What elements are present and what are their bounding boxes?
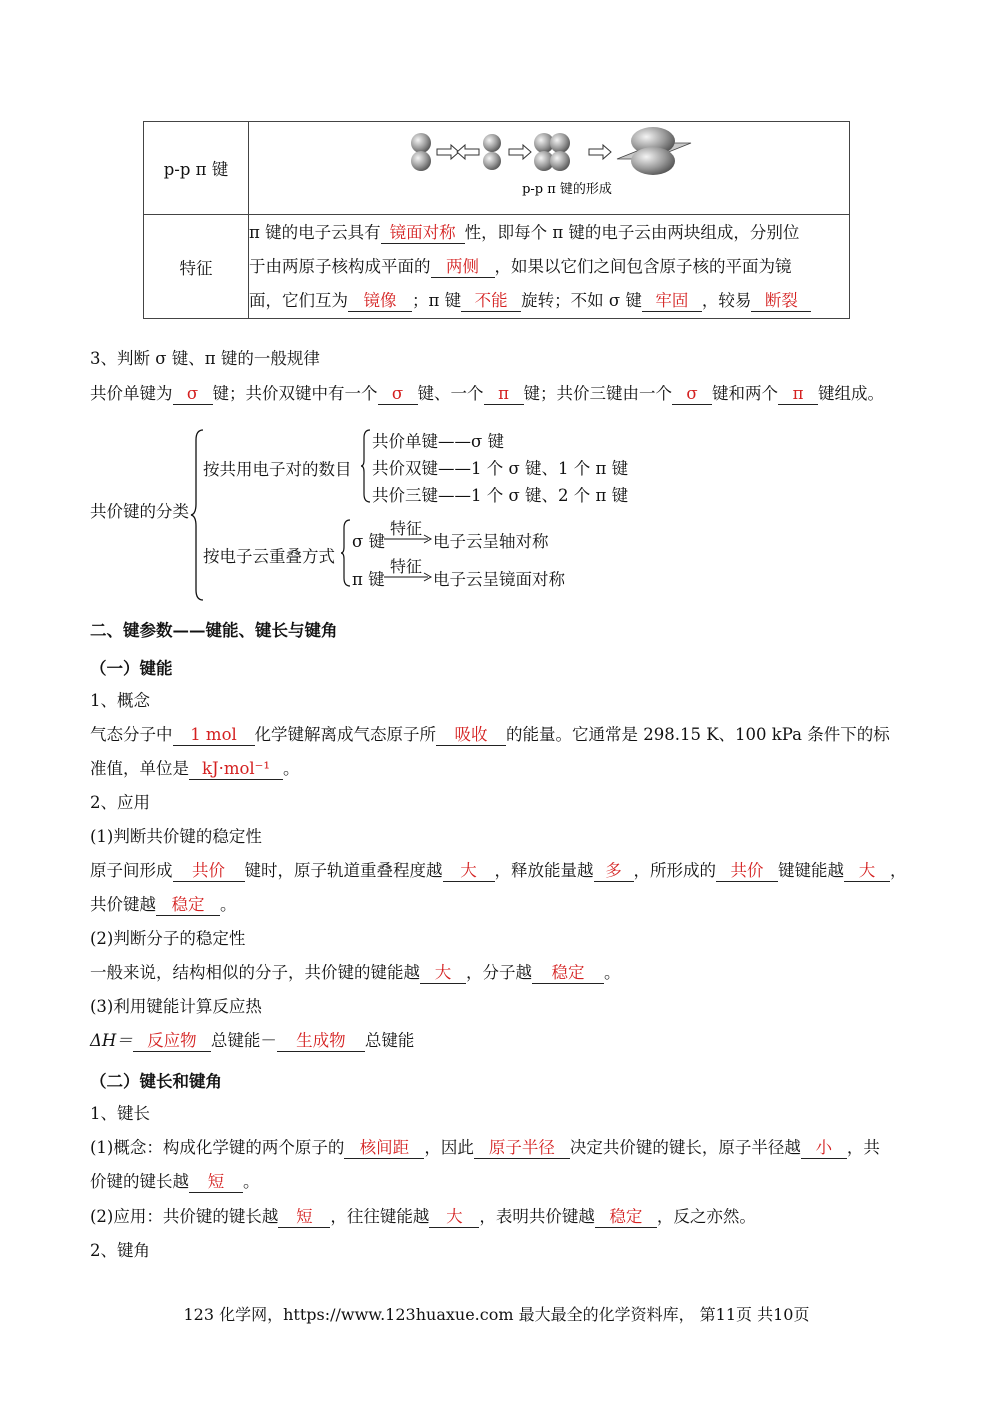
tree-root: 共价键的分类: [90, 502, 189, 521]
application-heading: 2、应用: [90, 793, 150, 812]
app2-title: (2)判断分子的稳定性: [90, 929, 246, 948]
overlap-brace: [340, 518, 352, 588]
pp-pi-label: p-p π 键: [163, 160, 229, 179]
concept-line2: 准值，单位是 kJ·mol⁻¹ 。: [90, 759, 300, 778]
feature-content: π 键的电子云具有 镜面对称 性，即每个 π 键的电子云由两块组成，分别位 于由两原子核构成平面的 两侧 ，如果以它们之间包含原子核的平面为镜 面，它们互为 镜像 ；π 键 不能 旋转；不如 σ 键 牢固 ，较易 断裂: [249, 215, 850, 319]
pi-bond-table: [143, 121, 850, 319]
app1-line1: 原子间形成 共价 键时，原子轨道重叠程度越 大 ，释放能量越 多 ，所形成的 共价 键键能越 大 ，: [90, 861, 907, 880]
tree-pi: π 键: [352, 570, 385, 589]
tree-by-overlap: 按电子云重叠方式: [203, 547, 335, 566]
s3-title: 3、判断 σ 键、π 键的一般规律: [90, 349, 320, 368]
app1-line2: 共价键越 稳定 。: [90, 895, 237, 914]
fill-mirror-image: 镜像: [348, 291, 412, 312]
tree-single: 共价单键——σ 键: [372, 432, 505, 451]
s3-rule: 共价单键为 σ 键；共价双键中有一个 σ 键、一个 π 键；共价三键由一个 σ 键和两个 π 键组成。: [90, 384, 884, 403]
length-line2: 价键的键长越 短 。: [90, 1172, 260, 1191]
feature-label-cell: [144, 215, 249, 319]
length-heading: 1、键长: [90, 1104, 150, 1123]
length-application: (2)应用：共价键的键长越 短 ，往往键能越 大 ，表明共价键越 稳定 ，反之亦然。: [90, 1207, 756, 1226]
section2-title: 二、键参数——键能、键长与键角: [90, 621, 338, 640]
app3-title: (3)利用键能计算反应热: [90, 997, 262, 1016]
length-line1: (1)概念：构成化学键的两个原子的 核间距 ，因此 原子半径 决定共价键的键长，原子半径越 小 ，共: [90, 1138, 880, 1157]
tree-by-pair: 按共用电子对的数目: [203, 460, 352, 479]
tree-sigma: σ 键: [352, 532, 386, 551]
app1-title: (1)判断共价键的稳定性: [90, 827, 262, 846]
pp-pi-diagram-cell: [249, 122, 850, 215]
app2-line: 一般来说，结构相似的分子，共价键的键能越 大 ，分子越 稳定 。: [90, 963, 621, 982]
tree-sigma-feature: 特征: [390, 519, 423, 538]
fill-two-sides: 两侧: [431, 257, 495, 278]
tree-pi-feature: 特征: [390, 557, 423, 576]
fill-cannot: 不能: [461, 291, 521, 312]
sub-bond-energy: （一）键能: [90, 659, 173, 678]
feature-label: 特征: [179, 258, 213, 278]
pair-brace: [360, 428, 372, 504]
pp-pi-label-cell: [144, 122, 249, 215]
pp-pi-formation-diagram: [249, 123, 849, 213]
concept-line1: 气态分子中 1 mol 化学键解离成气态原子所 吸收 的能量。它通常是 298.15 K、100 kPa 条件下的标: [90, 725, 890, 744]
sigma-arrow: [384, 534, 432, 544]
tree-sigma-result: 电子云呈轴对称: [433, 532, 549, 551]
sub-bond-length-angle: （二）键长和键角: [90, 1072, 222, 1091]
pi-arrow: [384, 572, 432, 582]
main-brace: [190, 428, 206, 602]
concept-heading: 1、概念: [90, 691, 150, 710]
page-footer: 123 化学网，https://www.123huaxue.com 最大最全的化学资料库， 第11页 共10页: [183, 1305, 810, 1324]
fill-firm: 牢固: [642, 291, 702, 312]
angle-heading: 2、键角: [90, 1241, 150, 1260]
tree-pi-result: 电子云呈镜面对称: [433, 570, 565, 589]
app3-formula: ΔH＝ 反应物 总键能－ 生成物 总键能: [90, 1031, 415, 1050]
tree-double: 共价双键——1 个 σ 键、1 个 π 键: [372, 459, 629, 478]
tree-triple: 共价三键——1 个 σ 键、2 个 π 键: [372, 486, 629, 505]
pp-pi-caption: p-p π 键的形成: [522, 182, 612, 197]
fill-mirror-symmetric: 镜面对称: [381, 223, 465, 244]
fill-break: 断裂: [751, 291, 811, 312]
